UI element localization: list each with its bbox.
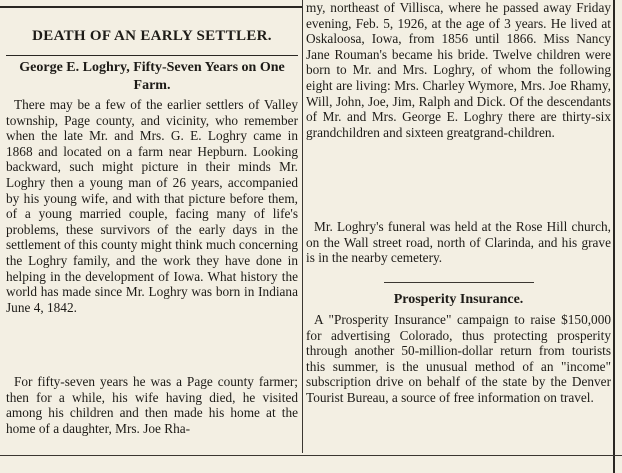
article-headline: DEATH OF AN EARLY SETTLER. — [32, 28, 272, 44]
section-rule — [384, 282, 534, 283]
section-subhead: Prosperity Insurance. — [393, 292, 524, 307]
headline-rule — [6, 55, 298, 56]
column-divider — [302, 0, 303, 453]
bottom-rule — [0, 455, 622, 456]
right-paragraph-1: my, northeast of Villisca, where he passed away Friday evening, Feb. 5, 1926, at the age of 3 years. He lived at Oskaloosa, Iowa, from 1856 until 1866. Miss Nancy Jane Rouman's became his bride. Twelve children were born to Mr. and Mrs. Loghry, of whom the following eight are living: Mrs. Charley Wymore, Mrs. Joe Rhamy, Will, John, Joe, Jim, Ralph and Dick. Of the descendants of Mr. and Mrs. George E. Loghry there are thirty-six grandchildren and sixteen greatgrand-children. — [306, 0, 611, 140]
right-paragraph-2: Mr. Loghry's funeral was held at the Rose Hill church, on the Wall street road, north of Clarinda, and his grave is in the nearby cemetery. — [306, 219, 611, 266]
left-paragraph-2: For fifty-seven years he was a Page county farmer; then for a while, his wife having died, he visited among his children and then made his home at the home of a daughter, Mrs. Joe Rha- — [6, 374, 298, 436]
left-paragraph-1: There may be a few of the earlier settlers of Valley township, Page county, and vicinity, who remember when the late Mr. and Mrs. G. E. Loghry came in 1868 and located on a farm near Hepburn. Looking backward, such might picture in their minds Mr. Loghry then a young man of 26 years, accompanied by his young wife, and with that picture before them, of a young married couple, facing many of life's problems, these survivors of the early days in the settlement of this county might think much concerning the Loghry family, and the work they have done in helping in the development of Iowa. What history the world has made since Mr. Loghry was born in Indiana June 4, 1842. — [6, 97, 298, 315]
article-deck: George E. Loghry, Fifty-Seven Years on One Farm. — [19, 60, 285, 93]
right-border — [613, 0, 615, 473]
right-paragraph-3: A "Prosperity Insurance" campaign to raise $150,000 for advertising Colorado, thus protecting prosperity through another 50-million-dollar return from tourists this summer, is the unusual method of an "income" subscription drive on behalf of the state by the Denver Tourist Bureau, a source of free information on travel. — [306, 312, 611, 405]
top-rule — [0, 6, 302, 8]
